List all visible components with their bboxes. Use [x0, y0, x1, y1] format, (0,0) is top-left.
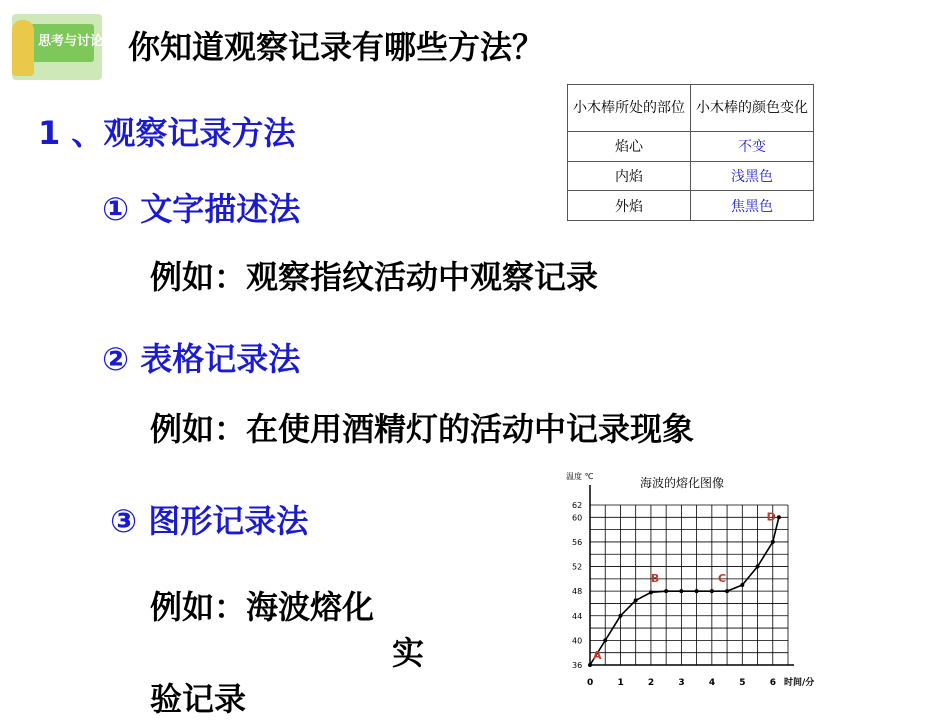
y-tick-label: 44	[572, 611, 583, 621]
method-3-title: ③ 图形记录法	[110, 502, 309, 540]
data-point	[664, 589, 668, 593]
method-3-example-line2: 实	[392, 634, 425, 672]
observation-table	[567, 84, 814, 221]
table-cell-color: 浅黑色	[691, 161, 814, 191]
section-title: 1 、观察记录方法	[38, 114, 296, 152]
point-label: A	[593, 648, 602, 662]
table-cell-color: 不变	[691, 132, 814, 162]
question-title: 你知道观察记录有哪些方法？	[128, 28, 545, 66]
person-icon	[12, 20, 34, 76]
x-tick-label: 6	[769, 678, 777, 688]
y-tick-label: 48	[572, 587, 583, 597]
y-tick-label: 56	[572, 537, 583, 547]
table-row	[568, 132, 814, 162]
x-tick-label: 0	[587, 678, 594, 688]
data-point	[603, 638, 607, 642]
data-point	[634, 598, 638, 602]
x-tick-label: 5	[739, 678, 746, 688]
table-cell-part: 焰心	[568, 132, 691, 162]
data-point	[588, 663, 592, 667]
data-point	[740, 583, 744, 587]
data-point	[777, 515, 781, 519]
table-header-color: 小木棒的颜色变化	[691, 85, 814, 132]
method-2-title: ② 表格记录法	[102, 340, 301, 378]
x-tick-label: 3	[678, 678, 685, 688]
method-1-title: ① 文字描述法	[102, 190, 301, 228]
table-row	[568, 191, 814, 221]
method-2-example: 例如：在使用酒精灯的活动中记录现象	[150, 410, 695, 448]
table-row	[568, 161, 814, 191]
data-point	[725, 589, 729, 593]
table-header-part: 小木棒所处的部位	[568, 85, 691, 132]
y-tick-label: 52	[572, 562, 583, 572]
melting-chart	[560, 465, 830, 695]
point-label: C	[717, 571, 727, 585]
table-cell-color: 焦黑色	[691, 191, 814, 221]
table-cell-part: 内焰	[568, 161, 691, 191]
data-point	[679, 589, 683, 593]
data-point	[649, 590, 653, 594]
method-3-example-line1: 例如：海波熔化	[150, 588, 375, 626]
data-point	[771, 540, 775, 544]
y-axis-label: 温度 ℃	[566, 472, 594, 481]
x-tick-label: 4	[708, 678, 716, 688]
x-axis-label: 时间/分	[784, 678, 815, 688]
point-label: B	[650, 571, 660, 585]
chart-title: 海波的熔化图像	[640, 476, 725, 490]
y-tick-label: 60	[572, 513, 583, 523]
table-header-row	[568, 85, 814, 132]
y-tick-label: 36	[572, 661, 583, 670]
discussion-badge	[12, 14, 102, 80]
data-point	[695, 589, 699, 593]
data-point	[618, 614, 622, 618]
method-3-example-line3: 验记录	[150, 680, 247, 718]
data-point	[756, 565, 760, 569]
data-point	[710, 589, 714, 593]
y-tick-label: 62	[572, 501, 583, 510]
method-1-example: 例如：观察指纹活动中观察记录	[150, 258, 599, 296]
x-tick-label: 1	[617, 678, 624, 688]
x-tick-label: 2	[647, 678, 655, 688]
y-tick-label: 40	[572, 636, 583, 646]
point-label: D	[766, 510, 776, 524]
badge-label: 思考与讨论	[38, 34, 104, 49]
table-cell-part: 外焰	[568, 191, 691, 221]
